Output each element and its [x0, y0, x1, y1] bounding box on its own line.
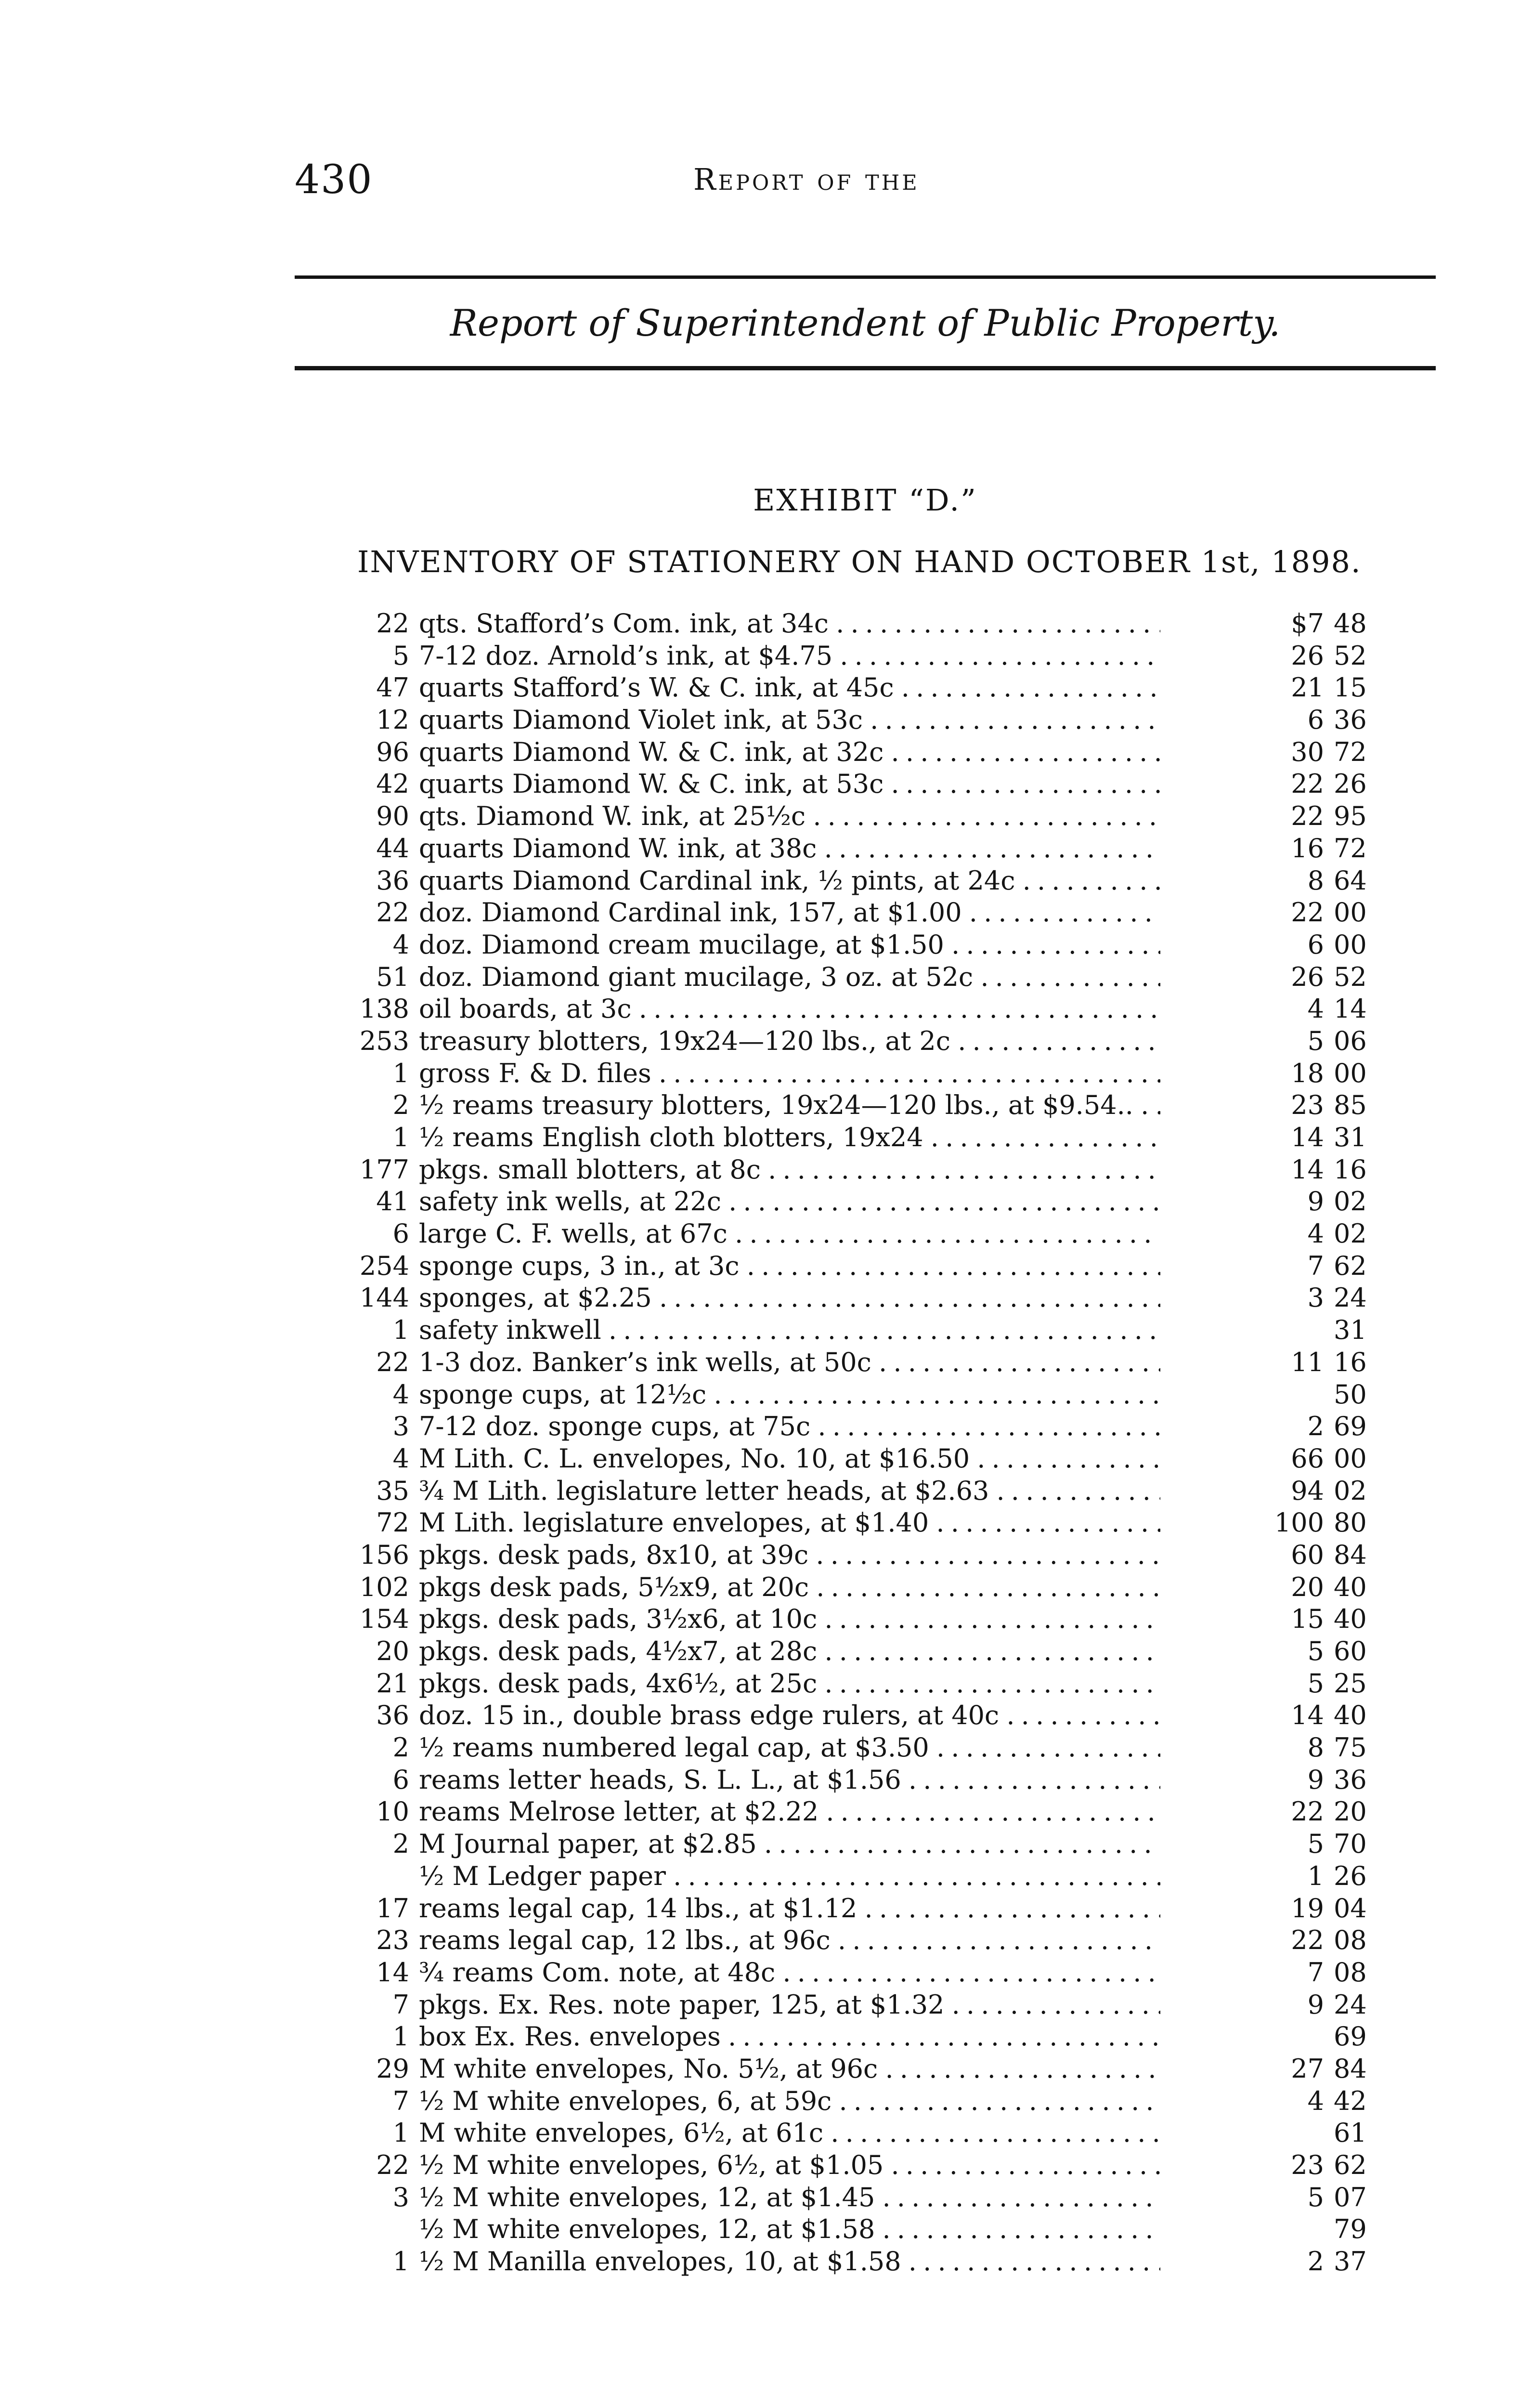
- item-description: reams legal cap, 12 lbs., at 96c . . .: [419, 1924, 1160, 1957]
- item-quantity: 3: [392, 1411, 409, 1442]
- item-dollars: 8: [1307, 865, 1324, 896]
- item-quantity: 1: [392, 1058, 409, 1088]
- inventory-row: [337, 1218, 1436, 1250]
- item-quantity: 1: [392, 1315, 409, 1346]
- inventory-list: [337, 608, 1436, 2278]
- item-dollars: 5: [1307, 1668, 1324, 1699]
- item-dollars: 11: [1291, 1347, 1324, 1377]
- item-dollars: 3: [1307, 1283, 1324, 1313]
- item-cents: 36: [1334, 705, 1367, 735]
- item-dollars: $7: [1291, 608, 1324, 639]
- item-cents: 16: [1334, 1154, 1367, 1185]
- item-dollars: 5: [1307, 1025, 1324, 1056]
- item-cents: 84: [1334, 2053, 1367, 2084]
- inventory-row: [337, 1186, 1436, 1218]
- inventory-row: [337, 993, 1436, 1025]
- inventory-row: [337, 2149, 1436, 2182]
- item-dollars: 9: [1307, 1989, 1324, 2020]
- item-quantity: 1: [392, 2118, 409, 2148]
- item-quantity: 7: [392, 1989, 409, 2020]
- item-description: pkgs desk pads, 5½x9, at 20c . . .: [419, 1571, 1160, 1604]
- inventory-row: [337, 672, 1436, 704]
- item-description: sponge cups, at 12½c . . .: [419, 1379, 1160, 1411]
- item-quantity: 10: [376, 1796, 409, 1827]
- item-dollars: 4: [1307, 994, 1324, 1024]
- item-cents: 84: [1334, 1539, 1367, 1570]
- item-quantity: 41: [376, 1186, 409, 1217]
- item-cents: 24: [1334, 1283, 1367, 1313]
- item-dollars: 22: [1291, 801, 1324, 832]
- item-dollars: 66: [1291, 1443, 1324, 1474]
- item-cents: 72: [1334, 833, 1367, 864]
- item-cents: 69: [1334, 2021, 1367, 2052]
- item-quantity: 253: [359, 1025, 409, 1056]
- item-quantity: 7: [392, 2085, 409, 2116]
- item-dollars: 22: [1291, 769, 1324, 799]
- inventory-row: [337, 1668, 1436, 1700]
- item-quantity: 72: [376, 1507, 409, 1538]
- item-cents: 40: [1334, 1604, 1367, 1635]
- item-quantity: 22: [376, 1347, 409, 1377]
- item-cents: 24: [1334, 1989, 1367, 2020]
- inventory-row: [337, 1314, 1436, 1347]
- inventory-row: [337, 1796, 1436, 1828]
- inventory-row: [337, 1089, 1436, 1122]
- item-quantity: 14: [376, 1957, 409, 1988]
- item-cents: 52: [1334, 640, 1367, 671]
- inventory-row: [337, 1475, 1436, 1507]
- item-cents: 40: [1334, 1700, 1367, 1731]
- item-dollars: 60: [1291, 1539, 1324, 1570]
- inventory-row: [337, 1603, 1436, 1636]
- item-cents: 52: [1334, 961, 1367, 992]
- item-quantity: 35: [376, 1475, 409, 1506]
- item-quantity: 23: [376, 1925, 409, 1956]
- inventory-row: [337, 1539, 1436, 1571]
- item-dollars: 21: [1291, 672, 1324, 703]
- item-cents: 72: [1334, 736, 1367, 767]
- item-description: quarts Diamond W. & C. ink, at 53c . . .: [419, 768, 1160, 800]
- item-quantity: 36: [376, 1700, 409, 1731]
- item-description: pkgs. desk pads, 8x10, at 39c . . .: [419, 1539, 1160, 1571]
- inventory-row: [337, 1154, 1436, 1186]
- inventory-row: [337, 1989, 1436, 2021]
- item-description: reams letter heads, S. L. L., at $1.56 . . .: [419, 1764, 1160, 1796]
- inventory-row: [337, 865, 1436, 897]
- item-dollars: 14: [1291, 1700, 1324, 1731]
- item-dollars: 94: [1291, 1475, 1324, 1506]
- inventory-row: [337, 608, 1436, 640]
- item-quantity: 6: [392, 1218, 409, 1249]
- inventory-row: [337, 736, 1436, 769]
- item-cents: 64: [1334, 865, 1367, 896]
- top-rule: [295, 275, 1436, 279]
- inventory-row: [337, 800, 1436, 833]
- item-cents: 25: [1334, 1668, 1367, 1699]
- item-description: M Lith. C. L. envelopes, No. 10, at $16.50 . . .: [419, 1443, 1160, 1475]
- item-description: quarts Diamond Cardinal ink, ½ pints, at 24c . . .: [419, 865, 1160, 897]
- item-dollars: 27: [1291, 2053, 1324, 2084]
- item-quantity: 20: [376, 1636, 409, 1666]
- item-dollars: 26: [1291, 961, 1324, 992]
- item-dollars: 4: [1307, 2085, 1324, 2116]
- item-quantity: 2: [392, 1732, 409, 1763]
- item-cents: 00: [1334, 897, 1367, 928]
- item-description: 7-12 doz. Arnold’s ink, at $4.75 . . .: [419, 640, 1160, 672]
- exhibit-label: EXHIBIT “D.”: [753, 483, 977, 518]
- item-description: ½ M Ledger paper . . .: [419, 1860, 1160, 1893]
- item-description: quarts Diamond W. ink, at 38c . . .: [419, 833, 1160, 865]
- item-description: pkgs. desk pads, 4x6½, at 25c . . .: [419, 1668, 1160, 1700]
- item-dollars: 26: [1291, 640, 1324, 671]
- item-cents: 69: [1334, 1411, 1367, 1442]
- item-description: treasury blotters, 19x24—120 lbs., at 2c . . .: [419, 1025, 1160, 1058]
- item-description: ¾ reams Com. note, at 48c . . .: [419, 1957, 1160, 1989]
- inventory-row: [337, 1507, 1436, 1539]
- item-quantity: 96: [376, 736, 409, 767]
- item-quantity: 17: [376, 1893, 409, 1924]
- item-dollars: 1: [1307, 1860, 1324, 1891]
- item-cents: 04: [1334, 1893, 1367, 1924]
- item-cents: 95: [1334, 801, 1367, 832]
- item-dollars: 23: [1291, 2150, 1324, 2180]
- item-description: ½ reams numbered legal cap, at $3.50 . . .: [419, 1732, 1160, 1764]
- item-cents: 36: [1334, 1764, 1367, 1795]
- item-cents: 26: [1334, 769, 1367, 799]
- section-title: Report of Superintendent of Public Property.: [450, 301, 1281, 344]
- item-quantity: 21: [376, 1668, 409, 1699]
- item-description: oil boards, at 3c . . .: [419, 993, 1160, 1025]
- item-dollars: 8: [1307, 1732, 1324, 1763]
- item-dollars: 30: [1291, 736, 1324, 767]
- inventory-row: [337, 2021, 1436, 2053]
- item-cents: 42: [1334, 2085, 1367, 2116]
- inventory-row: [337, 704, 1436, 736]
- item-dollars: 9: [1307, 1186, 1324, 1217]
- item-description: reams Melrose letter, at $2.22 . . .: [419, 1796, 1160, 1828]
- item-description: M Lith. legislature envelopes, at $1.40 . . .: [419, 1507, 1160, 1539]
- inventory-row: [337, 2085, 1436, 2118]
- inventory-row: [337, 2053, 1436, 2085]
- item-dollars: 2: [1307, 1411, 1324, 1442]
- inventory-row: [337, 2213, 1436, 2246]
- item-cents: 08: [1334, 1925, 1367, 1956]
- item-cents: 70: [1334, 1829, 1367, 1859]
- inventory-row: [337, 1571, 1436, 1604]
- inventory-row: [337, 929, 1436, 961]
- bottom-rule: [295, 366, 1436, 370]
- inventory-row: [337, 640, 1436, 672]
- item-quantity: 102: [359, 1571, 409, 1602]
- inventory-row: [337, 961, 1436, 994]
- item-cents: 80: [1334, 1507, 1367, 1538]
- item-quantity: 5: [392, 640, 409, 671]
- item-description: doz. 15 in., double brass edge rulers, at 40c . . .: [419, 1700, 1160, 1732]
- item-description: doz. Diamond giant mucilage, 3 oz. at 52c . . .: [419, 961, 1160, 994]
- item-quantity: 22: [376, 2150, 409, 2180]
- item-quantity: 6: [392, 1764, 409, 1795]
- inventory-row: [337, 833, 1436, 865]
- inventory-row: [337, 1282, 1436, 1314]
- item-quantity: 1: [392, 2246, 409, 2277]
- item-dollars: 20: [1291, 1571, 1324, 1602]
- item-cents: 00: [1334, 1443, 1367, 1474]
- item-dollars: 5: [1307, 2182, 1324, 2212]
- item-quantity: 36: [376, 865, 409, 896]
- item-cents: 15: [1334, 672, 1367, 703]
- item-description: M white envelopes, 6½, at 61c . . .: [419, 2117, 1160, 2149]
- item-description: doz. Diamond cream mucilage, at $1.50 . . .: [419, 929, 1160, 961]
- item-description: ½ reams English cloth blotters, 19x24 . . .: [419, 1122, 1160, 1154]
- item-quantity: 138: [359, 994, 409, 1024]
- item-description: safety ink wells, at 22c . . .: [419, 1186, 1160, 1218]
- item-quantity: 3: [392, 2182, 409, 2212]
- item-dollars: 7: [1307, 1250, 1324, 1281]
- item-description: reams legal cap, 14 lbs., at $1.12 . . .: [419, 1893, 1160, 1925]
- inventory-row: [337, 1828, 1436, 1860]
- item-description: large C. F. wells, at 67c . . .: [419, 1218, 1160, 1250]
- item-cents: 62: [1334, 2150, 1367, 2180]
- item-cents: 31: [1334, 1122, 1367, 1152]
- item-description: ½ M white envelopes, 6, at 59c . . .: [419, 2085, 1160, 2118]
- inventory-row: [337, 897, 1436, 929]
- item-cents: 14: [1334, 994, 1367, 1024]
- item-cents: 00: [1334, 929, 1367, 960]
- item-quantity: 156: [359, 1539, 409, 1570]
- item-quantity: 90: [376, 801, 409, 832]
- item-dollars: 100: [1274, 1507, 1324, 1538]
- item-description: ½ M Manilla envelopes, 10, at $1.58 . . .: [419, 2246, 1160, 2278]
- item-cents: 07: [1334, 2182, 1367, 2212]
- item-quantity: 2: [392, 1090, 409, 1121]
- item-description: ¾ M Lith. legislature letter heads, at $2.63 . . .: [419, 1475, 1160, 1507]
- item-description: ½ reams treasury blotters, 19x24—120 lbs., at $9.54.. . . .: [419, 1089, 1160, 1122]
- item-description: ½ M white envelopes, 6½, at $1.05 . . .: [419, 2149, 1160, 2182]
- item-cents: 02: [1334, 1186, 1367, 1217]
- item-quantity: 254: [359, 1250, 409, 1281]
- item-description: box Ex. Res. envelopes . . .: [419, 2021, 1160, 2053]
- item-quantity: 177: [359, 1154, 409, 1185]
- item-cents: 61: [1334, 2118, 1367, 2148]
- item-dollars: 22: [1291, 1796, 1324, 1827]
- item-description: qts. Stafford’s Com. ink, at 34c . . .: [419, 608, 1160, 640]
- inventory-title: INVENTORY OF STATIONERY ON HAND OCTOBER 1st, 1898.: [357, 544, 1362, 579]
- running-head: Report of the: [693, 162, 920, 197]
- item-dollars: 23: [1291, 1090, 1324, 1121]
- item-description: quarts Diamond W. & C. ink, at 32c . . .: [419, 736, 1160, 769]
- item-dollars: 9: [1307, 1764, 1324, 1795]
- item-quantity: 154: [359, 1604, 409, 1635]
- item-description: ½ M white envelopes, 12, at $1.45 . . .: [419, 2182, 1160, 2214]
- item-description: pkgs. desk pads, 3½x6, at 10c . . .: [419, 1603, 1160, 1636]
- inventory-row: [337, 1924, 1436, 1957]
- item-dollars: 14: [1291, 1154, 1324, 1185]
- item-cents: 79: [1334, 2214, 1367, 2245]
- item-quantity: 1: [392, 2021, 409, 2052]
- item-dollars: 7: [1307, 1957, 1324, 1988]
- inventory-row: [337, 1732, 1436, 1764]
- inventory-row: [337, 1058, 1436, 1090]
- inventory-row: [337, 2246, 1436, 2278]
- item-quantity: 1: [392, 1122, 409, 1152]
- inventory-row: [337, 1764, 1436, 1796]
- item-cents: 75: [1334, 1732, 1367, 1763]
- item-description: sponge cups, 3 in., at 3c . . .: [419, 1250, 1160, 1283]
- item-quantity: 47: [376, 672, 409, 703]
- item-cents: 60: [1334, 1636, 1367, 1666]
- item-cents: 02: [1334, 1218, 1367, 1249]
- item-description: pkgs. desk pads, 4½x7, at 28c . . .: [419, 1636, 1160, 1668]
- item-dollars: 2: [1307, 2246, 1324, 2277]
- item-quantity: 2: [392, 1829, 409, 1859]
- item-cents: 06: [1334, 1025, 1367, 1056]
- item-cents: 48: [1334, 608, 1367, 639]
- item-quantity: 42: [376, 769, 409, 799]
- inventory-row: [337, 1860, 1436, 1893]
- item-dollars: 18: [1291, 1058, 1324, 1088]
- item-description: safety inkwell . . .: [419, 1314, 1160, 1347]
- item-dollars: 5: [1307, 1829, 1324, 1859]
- item-quantity: 22: [376, 608, 409, 639]
- item-description: gross F. & D. files . . .: [419, 1058, 1160, 1090]
- page-number: 430: [295, 157, 373, 203]
- item-quantity: 44: [376, 833, 409, 864]
- inventory-row: [337, 2182, 1436, 2214]
- item-quantity: 29: [376, 2053, 409, 2084]
- item-cents: 62: [1334, 1250, 1367, 1281]
- item-description: quarts Diamond Violet ink, at 53c . . .: [419, 704, 1160, 736]
- inventory-row: [337, 768, 1436, 800]
- item-dollars: 19: [1291, 1893, 1324, 1924]
- item-cents: 37: [1334, 2246, 1367, 2277]
- inventory-row: [337, 1957, 1436, 1989]
- inventory-row: [337, 1411, 1436, 1443]
- item-dollars: 6: [1307, 705, 1324, 735]
- item-description: ½ M white envelopes, 12, at $1.58 . . .: [419, 2213, 1160, 2246]
- item-cents: 40: [1334, 1571, 1367, 1602]
- item-quantity: 51: [376, 961, 409, 992]
- inventory-row: [337, 1636, 1436, 1668]
- item-quantity: 4: [392, 1379, 409, 1410]
- item-cents: 02: [1334, 1475, 1367, 1506]
- item-cents: 08: [1334, 1957, 1367, 1988]
- item-description: doz. Diamond Cardinal ink, 157, at $1.00 . . .: [419, 897, 1160, 929]
- item-cents: 85: [1334, 1090, 1367, 1121]
- inventory-row: [337, 1700, 1436, 1732]
- item-quantity: 144: [359, 1283, 409, 1313]
- item-dollars: 14: [1291, 1122, 1324, 1152]
- item-dollars: 4: [1307, 1218, 1324, 1249]
- item-cents: 26: [1334, 1860, 1367, 1891]
- inventory-row: [337, 1025, 1436, 1058]
- inventory-row: [337, 1250, 1436, 1283]
- inventory-row: [337, 2117, 1436, 2149]
- item-cents: 16: [1334, 1347, 1367, 1377]
- item-cents: 20: [1334, 1796, 1367, 1827]
- item-dollars: 16: [1291, 833, 1324, 864]
- item-description: pkgs. Ex. Res. note paper, 125, at $1.32 . . .: [419, 1989, 1160, 2021]
- item-description: quarts Stafford’s W. & C. ink, at 45c . . .: [419, 672, 1160, 704]
- item-dollars: 22: [1291, 897, 1324, 928]
- item-description: M white envelopes, No. 5½, at 96c . . .: [419, 2053, 1160, 2085]
- item-cents: 00: [1334, 1058, 1367, 1088]
- item-description: 1-3 doz. Banker’s ink wells, at 50c . . .: [419, 1347, 1160, 1379]
- item-quantity: 22: [376, 897, 409, 928]
- item-quantity: 12: [376, 705, 409, 735]
- inventory-row: [337, 1347, 1436, 1379]
- inventory-row: [337, 1443, 1436, 1475]
- item-description: M Journal paper, at $2.85 . . .: [419, 1828, 1160, 1860]
- item-description: pkgs. small blotters, at 8c . . .: [419, 1154, 1160, 1186]
- item-cents: 31: [1334, 1315, 1367, 1346]
- item-quantity: 4: [392, 929, 409, 960]
- item-description: 7-12 doz. sponge cups, at 75c . . .: [419, 1411, 1160, 1443]
- item-description: sponges, at $2.25 . . .: [419, 1282, 1160, 1314]
- item-dollars: 6: [1307, 929, 1324, 960]
- item-dollars: 22: [1291, 1925, 1324, 1956]
- inventory-row: [337, 1893, 1436, 1925]
- item-dollars: 5: [1307, 1636, 1324, 1666]
- inventory-row: [337, 1122, 1436, 1154]
- item-cents: 50: [1334, 1379, 1367, 1410]
- item-quantity: 4: [392, 1443, 409, 1474]
- item-dollars: 15: [1291, 1604, 1324, 1635]
- inventory-row: [337, 1379, 1436, 1411]
- item-description: qts. Diamond W. ink, at 25½c . . .: [419, 800, 1160, 833]
